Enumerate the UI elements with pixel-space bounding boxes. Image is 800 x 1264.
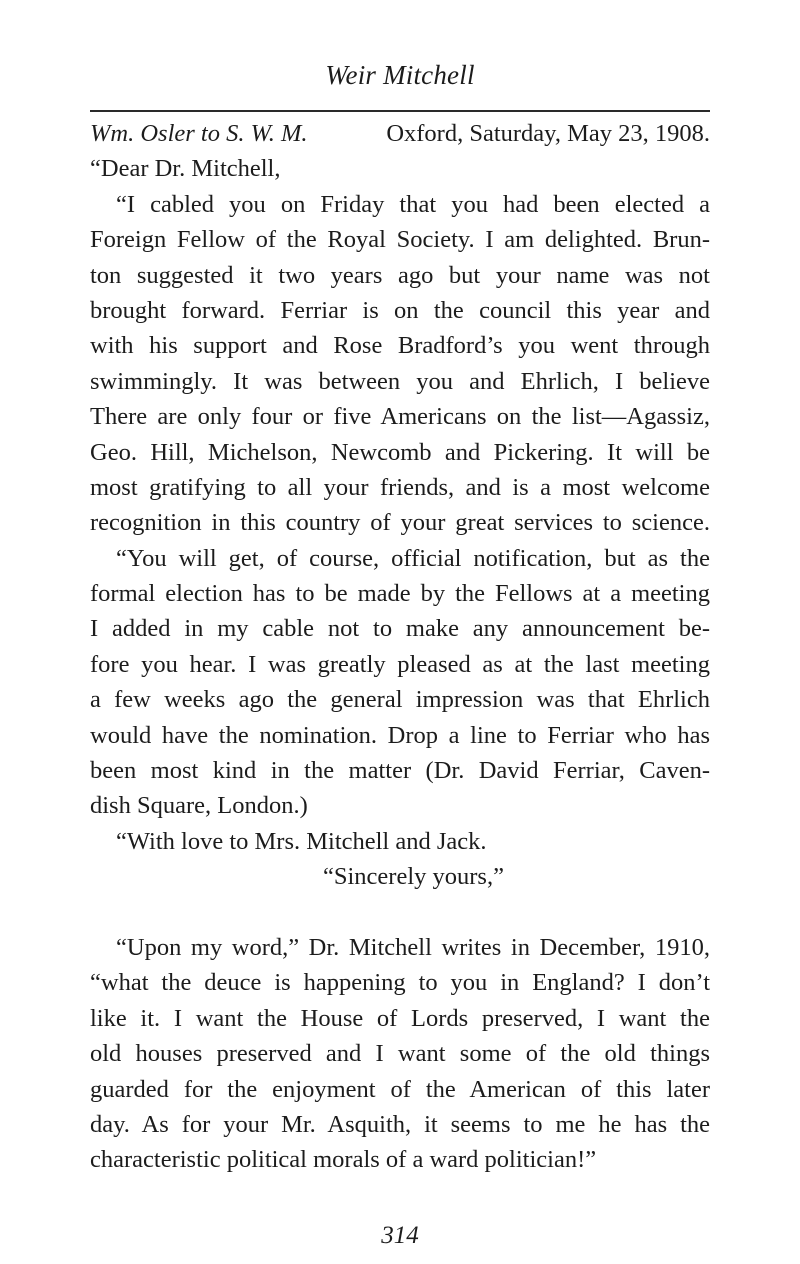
narrative-paragraph	[90, 930, 710, 1178]
text-line: old houses preserved and I want some of the old things	[90, 1040, 710, 1068]
running-head: Weir Mitchell	[325, 60, 475, 90]
text-line: brought forward. Ferriar is on the council this year and	[90, 296, 710, 324]
text-line: “You will get, of course, official notification, but as the	[116, 544, 710, 572]
text-line: “Upon my word,” Dr. Mitchell writes in December, 1910,	[116, 933, 710, 961]
letter-paragraph-2	[90, 541, 710, 824]
page-number: 314	[381, 1222, 419, 1249]
text-line: most gratifying to all your friends, and is a most welcome	[90, 473, 710, 501]
page-body	[90, 116, 710, 1178]
letter-paragraph-3: “With love to Mrs. Mitchell and Jack.	[116, 827, 487, 855]
text-line: Foreign Fellow of the Royal Society. I am delighted. Brun-	[90, 226, 710, 254]
letter-sender: Wm. Osler to S. W. M.	[90, 120, 308, 147]
text-line: There are only four or five Americans on the list—Agassiz,	[90, 403, 710, 431]
text-line: “I cabled you on Friday that you had been elected a	[116, 190, 710, 218]
letter-closing: “Sincerely yours,”	[323, 863, 504, 891]
letter-dateline: Oxford, Saturday, May 23, 1908.	[386, 120, 710, 147]
text-line: like it. I want the House of Lords preserved, I want the	[90, 1004, 710, 1032]
letter-paragraph-1	[90, 187, 710, 541]
text-line: fore you hear. I was greatly pleased as at the last meeting	[90, 650, 710, 678]
text-line: with his support and Rose Bradford’s you went through	[90, 332, 710, 360]
text-line: been most kind in the matter (Dr. David Ferriar, Caven-	[90, 757, 710, 785]
text-line: a few weeks ago the general impression was that Ehrlich	[90, 686, 710, 714]
text-line: Geo. Hill, Michelson, Newcomb and Pickering. It will be	[90, 438, 710, 466]
text-line: characteristic political morals of a ward politician!”	[90, 1146, 597, 1174]
letter-heading	[90, 116, 710, 151]
text-line: ton suggested it two years ago but your name was not	[90, 261, 710, 289]
letter-salutation: “Dear Dr. Mitchell,	[90, 155, 281, 183]
text-line: I added in my cable not to make any announcement be-	[90, 615, 710, 643]
text-line: day. As for your Mr. Asquith, it seems to me he has the	[90, 1110, 710, 1138]
text-line: formal election has to be made by the Fellows at a meeting	[90, 580, 710, 608]
text-line: recognition in this country of your great services to science.	[90, 509, 710, 537]
paragraph-gap	[90, 895, 710, 930]
text-line: dish Square, London.)	[90, 792, 308, 820]
text-line: “what the deuce is happening to you in England? I don’t	[90, 969, 710, 997]
header-rule	[90, 110, 710, 112]
text-line: guarded for the enjoyment of the American of this later	[90, 1075, 710, 1103]
text-line: would have the nomination. Drop a line to Ferriar who has	[90, 721, 710, 749]
text-line: swimmingly. It was between you and Ehrlich, I believe	[90, 367, 710, 395]
